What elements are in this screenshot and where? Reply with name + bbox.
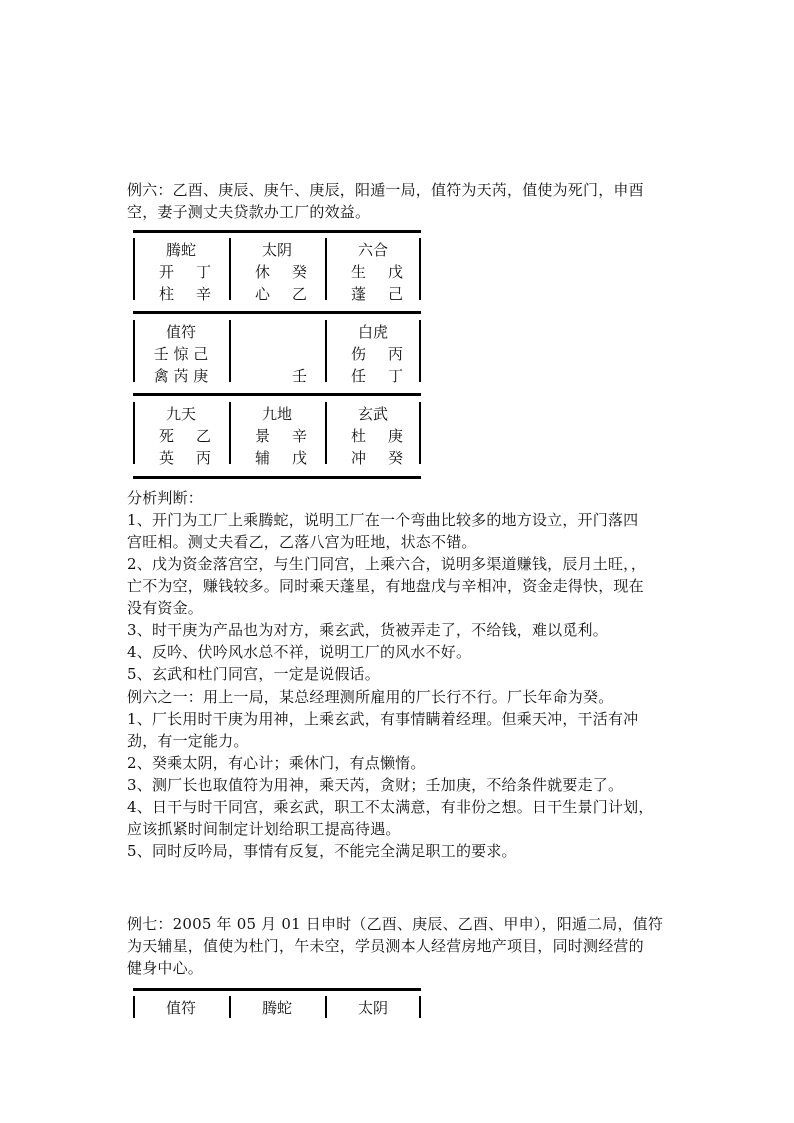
cell-stem: 乙 xyxy=(291,285,307,303)
text-line: 1、开门为工厂上乘腾蛇，说明工厂在一个弯曲比较多的地方设立，开门落四 xyxy=(127,511,639,529)
cell-door: 休 xyxy=(255,263,271,281)
cell-stem: 壬 xyxy=(291,367,307,385)
text-line: 健身中心。 xyxy=(127,959,204,977)
cell-title: 六合 xyxy=(357,241,388,259)
text-line: 宫旺相。测丈夫看乙，乙落八宫为旺地，状态不错。 xyxy=(127,533,477,551)
cell-stem: 丁 xyxy=(387,367,403,385)
cell-title: 值符 xyxy=(165,999,196,1017)
cell-title: 腾蛇 xyxy=(165,241,196,259)
example6-analysis xyxy=(127,487,672,685)
grid-cell-1-2 xyxy=(229,239,325,305)
cell-stem: 丙 xyxy=(195,449,211,467)
cell-door: 死 xyxy=(159,427,175,445)
example7-header xyxy=(127,913,672,979)
cell-stem: 辛 xyxy=(195,285,211,303)
text-line: 2、癸乘太阴，有心计；乘休门，有点懒惰。 xyxy=(127,754,426,772)
cell-star: 辅 xyxy=(255,449,271,467)
cell-title: 太阴 xyxy=(261,241,292,259)
cell-stem: 庚 xyxy=(387,427,403,445)
text-line: 3、测厂长也取值符为用神，乘天芮，贪财；壬加庚，不给条件就要走了。 xyxy=(127,776,624,794)
cell-door: 开 xyxy=(159,263,175,281)
cell-stem: 癸 xyxy=(291,263,307,281)
text-line: 例七：2005 年 05 月 01 日申时（乙酉、庚辰、乙酉、甲申），阳遁二局，值符 xyxy=(127,915,664,933)
cell-star: 冲 xyxy=(351,449,367,467)
grid-divider xyxy=(133,393,421,396)
qimen-grid-example7 xyxy=(133,988,421,1028)
grid-cell-1-3 xyxy=(325,997,421,1019)
cell-stem: 辛 xyxy=(291,427,307,445)
text-line: 为天辅星，值使为杜门，午未空，学员测本人经营房地产项目，同时测经营的 xyxy=(127,937,644,955)
grid-cell-1-3 xyxy=(325,239,421,305)
cell-title: 九天 xyxy=(165,405,196,423)
text-line: 例六之一：用上一局，某总经理测所雇用的厂长行不行。厂长年命为癸。 xyxy=(127,688,614,706)
text-line: 空，妻子测丈夫贷款办工厂的效益。 xyxy=(127,203,371,221)
cell-star: 英 xyxy=(159,449,175,467)
example6-1 xyxy=(127,686,672,862)
cell-stem: 戊 xyxy=(291,449,307,467)
text-line: 例六：乙酉、庚辰、庚午、庚辰，阳遁一局，值符为天芮，值使为死门，申酉 xyxy=(127,181,644,199)
cell-title: 白虎 xyxy=(357,323,388,341)
text-line: 2、戊为资金落宫空，与生门同宫，上乘六合，说明多渠道赚钱，辰月土旺，， xyxy=(127,555,647,573)
text-line: 5、同时反吟局，事情有反复，不能完全满足职工的要求。 xyxy=(127,842,517,860)
grid-top-border xyxy=(133,988,421,991)
grid-cell-2-1 xyxy=(133,321,229,387)
text-line: 没有资金。 xyxy=(127,599,204,617)
text-line: 3、时干庚为产品也为对方，乘玄武，货被弄走了，不给钱，难以觅利。 xyxy=(127,621,608,639)
cell-star: 心 xyxy=(255,285,271,303)
cell-star: 任 xyxy=(351,367,367,385)
cell-stem: 乙 xyxy=(195,427,211,445)
grid-cell-1-2 xyxy=(229,997,325,1019)
cell-door: 杜 xyxy=(351,427,367,445)
grid-bottom-border xyxy=(133,476,421,479)
cell-stem: 戊 xyxy=(387,263,403,281)
text-line: 亡不为空，赚钱较多。同时乘天蓬星，有地盘戊与辛相冲，资金走得快，现在 xyxy=(127,577,644,595)
cell-title: 太阴 xyxy=(357,999,388,1017)
cell-door: 伤 xyxy=(351,345,367,363)
example6-header xyxy=(127,179,672,223)
cell-title: 玄武 xyxy=(357,405,388,423)
grid-cell-1-1 xyxy=(133,997,229,1019)
cell-star: 蓬 xyxy=(351,285,367,303)
cell-title: 值符 xyxy=(165,323,196,341)
grid-cell-3-1 xyxy=(133,403,229,469)
grid-cell-2-3 xyxy=(325,321,421,387)
cell-door: 景 xyxy=(255,427,271,445)
qimen-grid-example6 xyxy=(133,230,421,480)
grid-cell-1-1 xyxy=(133,239,229,305)
cell-line: 禽 芮 庚 xyxy=(153,367,209,385)
text-line: 4、反吟、伏吟风水总不祥，说明工厂的风水不好。 xyxy=(127,643,472,661)
text-line: 4、日干与时干同宫，乘玄武，职工不太满意，有非份之想。日干生景门计划， xyxy=(127,798,654,816)
cell-title: 腾蛇 xyxy=(261,999,292,1017)
text-line: 应该抓紧时间制定计划给职工提高待遇。 xyxy=(127,820,401,838)
text-line: 1、厂长用时干庚为用神，上乘玄武，有事情瞒着经理。但乘天冲，干活有冲 xyxy=(127,710,639,728)
grid-top-border xyxy=(133,230,421,233)
grid-divider xyxy=(133,311,421,314)
cell-line: 壬 惊 己 xyxy=(153,345,209,363)
grid-cell-3-2 xyxy=(229,403,325,469)
grid-cell-2-2-center xyxy=(229,321,325,387)
cell-star: 柱 xyxy=(159,285,175,303)
text-line: 5、玄武和杜门同宫，一定是说假话。 xyxy=(127,665,380,683)
text-line: 劲，有一定能力。 xyxy=(127,732,249,750)
cell-title: 九地 xyxy=(261,405,292,423)
cell-door: 生 xyxy=(351,263,367,281)
cell-stem: 丙 xyxy=(387,345,403,363)
cell-stem: 癸 xyxy=(387,449,403,467)
text-line: 分析判断： xyxy=(127,489,204,507)
grid-cell-3-3 xyxy=(325,403,421,469)
cell-stem: 己 xyxy=(387,285,403,303)
cell-stem: 丁 xyxy=(195,263,211,281)
